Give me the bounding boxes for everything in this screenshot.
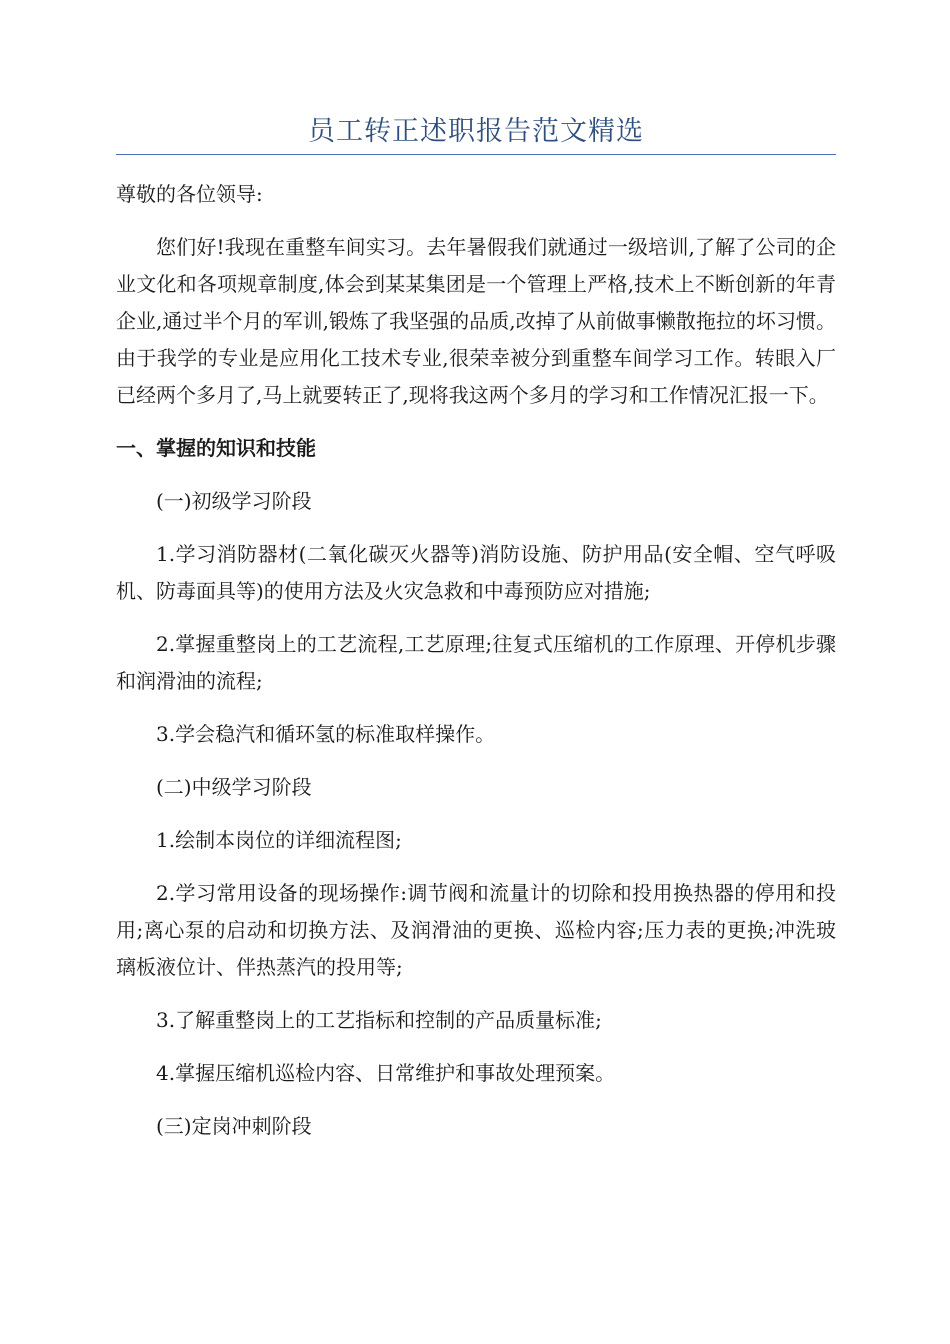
- list-item: 3.了解重整岗上的工艺指标和控制的产品质量标准;: [156, 1008, 602, 1032]
- stage-heading-primary: (一)初级学习阶段: [156, 489, 312, 513]
- document-body: [116, 176, 836, 1161]
- section-heading-knowledge-skills: 一、掌握的知识和技能: [116, 436, 316, 460]
- stage-heading-intermediate: (二)中级学习阶段: [156, 775, 312, 799]
- stage-heading-final: (三)定岗冲刺阶段: [156, 1114, 312, 1138]
- list-item: 4.掌握压缩机巡检内容、日常维护和事故处理预案。: [156, 1061, 616, 1085]
- document-title: 员工转正述职报告范文精选: [308, 116, 644, 147]
- salutation: 尊敬的各位领导:: [116, 182, 263, 206]
- list-item: 1.绘制本岗位的详细流程图;: [156, 828, 402, 852]
- list-item: 3.学会稳汽和循环氢的标准取样操作。: [156, 722, 496, 746]
- title-underline: [116, 154, 836, 155]
- list-item: 2.掌握重整岗上的工艺流程,工艺原理;往复式压缩机的工作原理、开停机步骤和润滑油的流程;: [116, 632, 836, 693]
- list-item: 1.学习消防器材(二氧化碳灭火器等)消防设施、防护用品(安全帽、空气呼吸机、防毒面具等)的使用方法及火灾急救和中毒预防应对措施;: [116, 542, 836, 603]
- intro-paragraph: 您们好!我现在重整车间实习。去年暑假我们就通过一级培训,了解了公司的企业文化和各项规章制度,体会到某某集团是一个管理上严格,技术上不断创新的年青企业,通过半个月的军训,锻炼了我坚强的品质,改掉了从前做事懒散拖拉的坏习惯。由于我学的专业是应用化工技术专业,很荣幸被分到重整车间学习工作。转眼入厂已经两个多月了,马上就要转正了,现将我这两个多月的学习和工作情况汇报一下。: [116, 235, 836, 407]
- list-item: 2.学习常用设备的现场操作:调节阀和流量计的切除和投用换热器的停用和投用;离心泵的启动和切换方法、及润滑油的更换、巡检内容;压力表的更换;冲洗玻璃板液位计、伴热蒸汽的投用等;: [116, 881, 836, 979]
